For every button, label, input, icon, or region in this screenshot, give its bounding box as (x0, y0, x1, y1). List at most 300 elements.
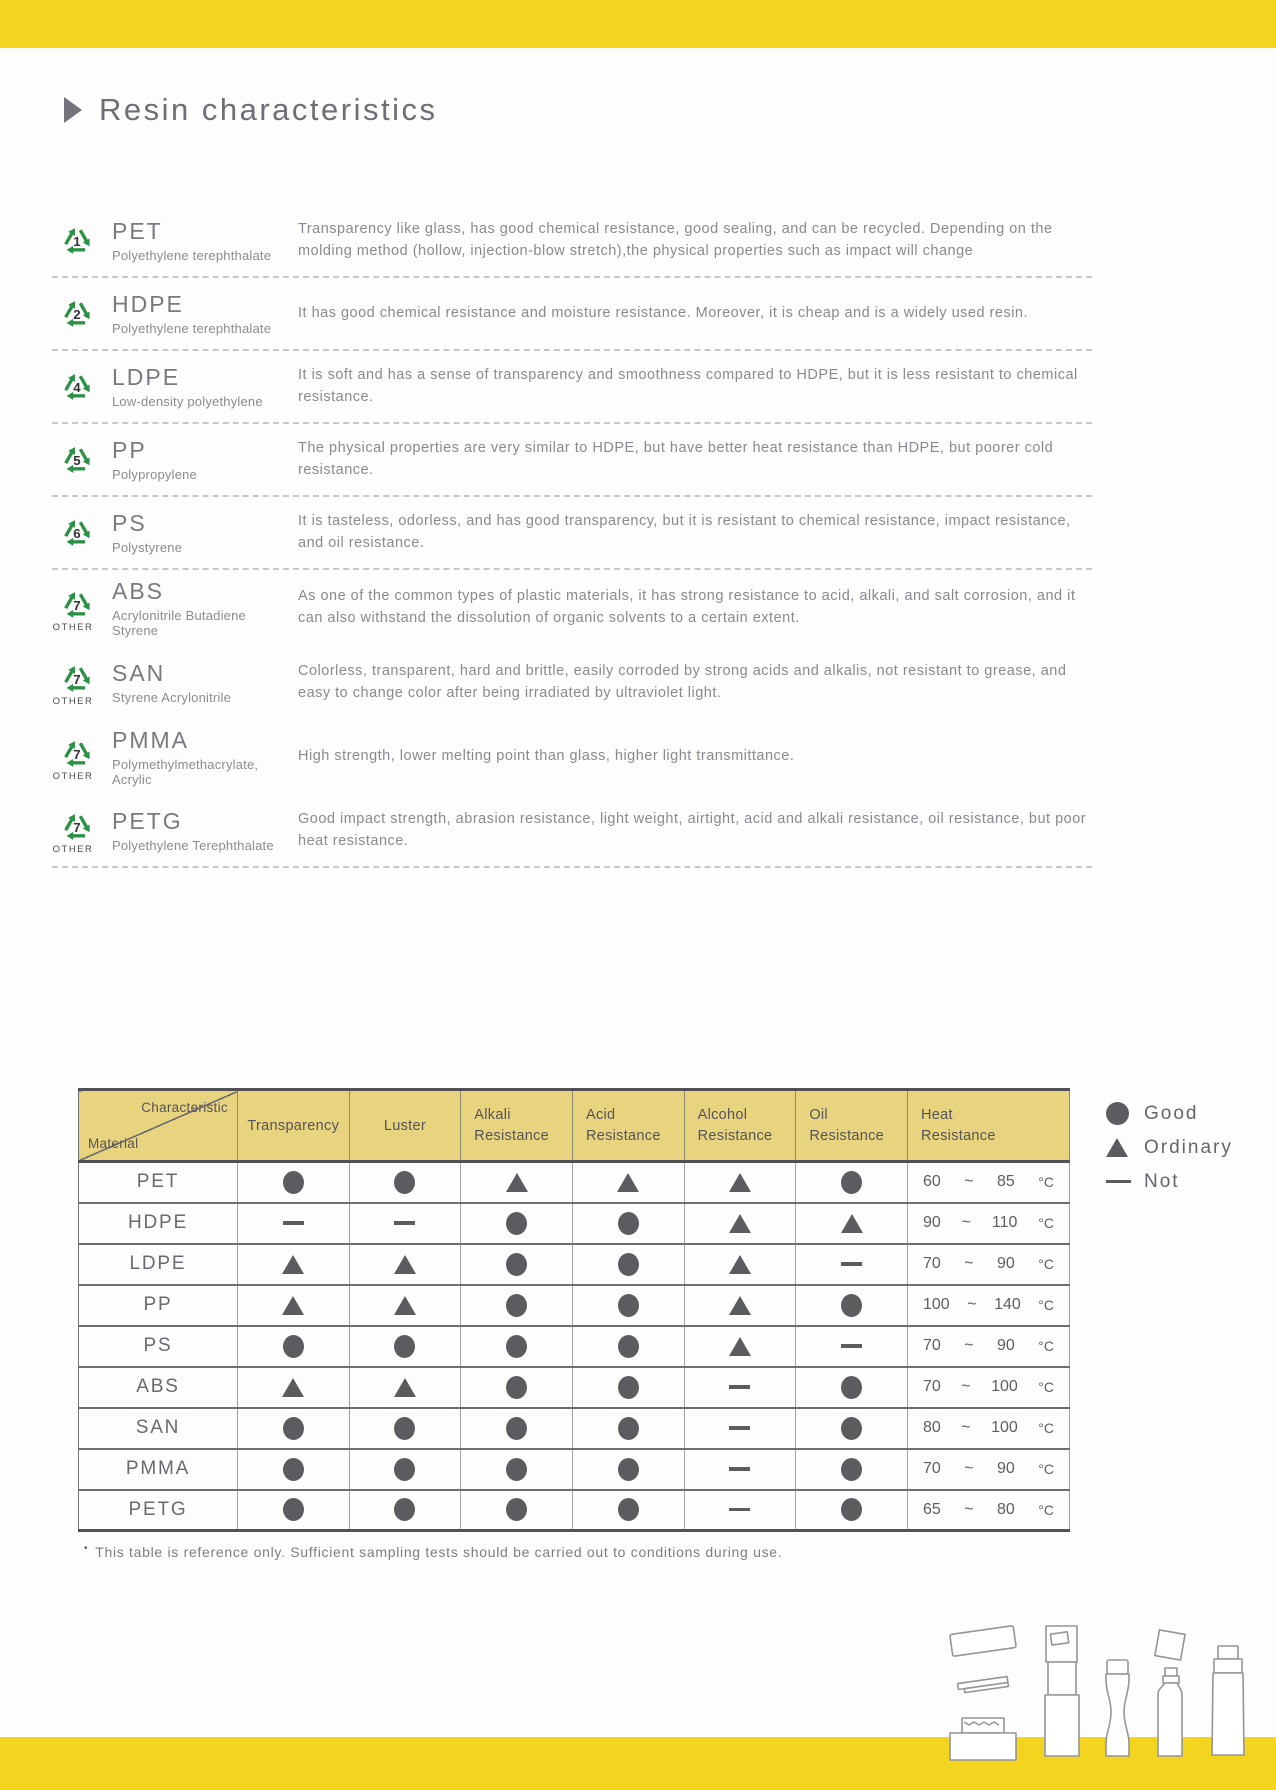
good-symbol-cell (796, 1490, 908, 1531)
good-symbol-cell (349, 1490, 461, 1531)
not-symbol-cell (796, 1244, 908, 1285)
resin-item-pet (52, 205, 1092, 278)
ordinary-symbol-cell (237, 1367, 349, 1408)
column-header-line2: Resistance (809, 1127, 885, 1144)
recycle-triangle-icon (58, 806, 96, 842)
heat-max: 90 (997, 1460, 1015, 1477)
recycle-triangle-icon (58, 733, 96, 769)
heat-max: 100 (991, 1378, 1018, 1395)
heat-tilde: ~ (964, 1337, 974, 1354)
ordinary-symbol (617, 1173, 639, 1192)
heat-tilde: ~ (964, 1173, 974, 1191)
column-header-line1: Acid (585, 1107, 616, 1124)
slim-bottle-illustration (1106, 1660, 1129, 1756)
heat-unit: °C (1038, 1297, 1054, 1313)
good-symbol-cell (796, 1285, 908, 1326)
good-symbol (618, 1335, 639, 1358)
table-corner-cell (79, 1090, 238, 1162)
ordinary-symbol (729, 1337, 751, 1356)
good-symbol-cell (237, 1490, 349, 1531)
recycle-triangle-icon (58, 293, 96, 329)
good-symbol-cell (237, 1408, 349, 1449)
resin-abbr: LDPE (112, 364, 181, 390)
good-symbol (841, 1498, 862, 1521)
good-symbol (618, 1294, 639, 1317)
resin-description: It is soft and has a sense of transparency and smoothness compared to HDPE, but it is less resistant to chemical resistance. (298, 366, 1078, 405)
resin-item-ldpe (52, 351, 1092, 424)
svg-text:7: 7 (73, 746, 81, 762)
good-symbol-cell (796, 1449, 908, 1490)
resin-fullname: Polystyrene (112, 540, 183, 555)
legend-item-good (1106, 1100, 1233, 1127)
resin-name-block (102, 660, 294, 705)
heat-max: 80 (997, 1500, 1015, 1518)
heat-range (908, 1501, 1069, 1519)
good-symbol (618, 1498, 639, 1521)
heat-min: 80 (922, 1419, 941, 1436)
heat-resistance-cell (907, 1244, 1069, 1285)
corner-label-material: Material (88, 1136, 139, 1151)
material-cell: ABS (79, 1367, 238, 1408)
resin-abbr: ABS (112, 578, 165, 604)
not-symbol (1106, 1180, 1131, 1184)
good-symbol (283, 1335, 304, 1358)
resin-abbr: PP (112, 437, 147, 463)
column-header-oil (796, 1090, 908, 1162)
good-symbol (506, 1335, 527, 1358)
heat-range (908, 1378, 1069, 1396)
good-symbol (506, 1417, 527, 1440)
good-symbol (394, 1458, 415, 1481)
heat-tilde: ~ (964, 1500, 974, 1518)
svg-text:6: 6 (73, 526, 81, 542)
recycle-triangle-icon (58, 584, 96, 620)
table-row-ps (79, 1326, 1070, 1367)
material-cell: PET (79, 1162, 238, 1203)
column-header-line2: Resistance (697, 1127, 773, 1144)
good-symbol-cell (461, 1408, 573, 1449)
material-cell: SAN (79, 1408, 238, 1449)
recycle-icon-cell (52, 293, 102, 334)
material-cell: PETG (79, 1490, 238, 1531)
heat-unit: °C (1038, 1501, 1054, 1518)
heat-tilde: ~ (961, 1214, 971, 1231)
good-symbol (618, 1458, 639, 1481)
resin-fullname: Acrylonitrile Butadiene Styrene (112, 608, 246, 638)
ordinary-symbol (729, 1255, 751, 1274)
good-symbol-cell (349, 1326, 461, 1367)
ordinary-symbol-cell (684, 1203, 796, 1244)
column-header-line1: Alkali (474, 1107, 511, 1124)
resin-description: Good impact strength, abrasion resistance, light weight, airtight, acid and alkali resistance, oil resistance, but poor heat resistance. (298, 810, 1087, 849)
resin-fullname: Polypropylene (112, 467, 197, 482)
good-symbol (506, 1294, 527, 1317)
resin-fullname: Styrene Acrylonitrile (112, 690, 232, 705)
good-symbol (394, 1335, 415, 1358)
heat-tilde: ~ (964, 1460, 974, 1477)
heat-tilde: ~ (961, 1378, 971, 1395)
pump-bottle-illustration (1045, 1626, 1079, 1756)
not-symbol (394, 1221, 415, 1225)
good-symbol (841, 1458, 862, 1481)
ordinary-symbol (729, 1173, 751, 1192)
recycle-icon-cell (52, 806, 102, 855)
recycle-icon-cell (52, 220, 102, 261)
ordinary-symbol-cell (461, 1162, 573, 1203)
not-symbol (729, 1467, 750, 1471)
heat-unit: °C (1038, 1174, 1054, 1191)
title-arrow-icon (64, 97, 82, 123)
resin-item-pp (52, 424, 1092, 497)
heat-min: 70 (922, 1337, 941, 1354)
resin-name-block (102, 808, 294, 853)
legend-symbol-cell (1106, 1138, 1144, 1157)
heat-min: 100 (922, 1296, 950, 1313)
heat-range (908, 1214, 1069, 1232)
heat-max: 110 (991, 1214, 1018, 1231)
heat-min: 60 (922, 1173, 941, 1191)
heat-resistance-cell (907, 1162, 1069, 1203)
good-symbol-cell (237, 1162, 349, 1203)
tall-bottle-illustration (1212, 1646, 1244, 1755)
good-symbol (618, 1253, 639, 1276)
resin-item-pmma (52, 719, 1092, 795)
good-symbol (394, 1171, 415, 1194)
not-symbol-cell (349, 1203, 461, 1244)
resin-item-san (52, 646, 1092, 719)
ordinary-symbol (841, 1214, 863, 1233)
resin-list (52, 205, 1092, 868)
heat-resistance-cell (907, 1285, 1069, 1326)
resin-description: As one of the common types of plastic materials, it has strong resistance to acid, alkali, and salt corrosion, and it can also withstand the dissolution of organic solvents to a certain extent. (298, 588, 1076, 626)
not-symbol-cell (684, 1367, 796, 1408)
legend-label: Ordinary (1144, 1136, 1233, 1158)
good-symbol-cell (572, 1285, 684, 1326)
heat-unit: °C (1038, 1379, 1054, 1395)
heat-unit: °C (1038, 1461, 1054, 1477)
table-row-pp (79, 1285, 1070, 1326)
heat-resistance-cell (907, 1490, 1069, 1531)
good-symbol-cell (572, 1326, 684, 1367)
heat-min: 70 (922, 1460, 941, 1477)
column-header-line1: Heat (920, 1107, 953, 1124)
resin-abbr: PS (112, 510, 147, 536)
recycle-icon-cell (52, 733, 102, 782)
good-symbol (283, 1458, 304, 1481)
column-header-alcohol (684, 1090, 796, 1162)
heat-min: 70 (922, 1255, 941, 1272)
good-symbol-cell (796, 1162, 908, 1203)
good-symbol (841, 1417, 862, 1440)
resin-description: The physical properties are very similar to HDPE, but have better heat resistance than HDPE, but poorer cold resistance. (298, 439, 1054, 478)
recycle-icon-cell (52, 439, 102, 480)
heat-resistance-cell (907, 1367, 1069, 1408)
table-row-petg (79, 1490, 1070, 1531)
good-symbol-cell (461, 1326, 573, 1367)
table-row-pmma (79, 1449, 1070, 1490)
heat-resistance-cell (907, 1408, 1069, 1449)
good-symbol-cell (572, 1490, 684, 1531)
svg-text:5: 5 (73, 453, 81, 469)
column-header-line1: Luster (383, 1117, 427, 1134)
resin-name-block (102, 437, 294, 482)
not-symbol-cell (796, 1326, 908, 1367)
good-symbol (618, 1417, 639, 1440)
heat-range (908, 1296, 1069, 1314)
material-cell: PP (79, 1285, 238, 1326)
heat-max: 85 (997, 1173, 1015, 1191)
ordinary-symbol-cell (349, 1367, 461, 1408)
ordinary-symbol (394, 1378, 416, 1397)
recycle-triangle-icon (58, 220, 96, 256)
not-symbol (729, 1426, 750, 1430)
resin-item-abs (52, 570, 1092, 646)
ordinary-symbol (1106, 1138, 1128, 1157)
legend-label: Not (1144, 1170, 1180, 1192)
table-row-pet (79, 1162, 1070, 1203)
good-symbol-cell (237, 1326, 349, 1367)
column-header-line2: Resistance (474, 1127, 550, 1144)
heat-tilde: ~ (961, 1419, 971, 1436)
good-symbol-cell (796, 1367, 908, 1408)
resin-name-block (102, 291, 294, 336)
ordinary-symbol (729, 1214, 751, 1233)
heat-max: 100 (991, 1419, 1018, 1436)
not-symbol (283, 1221, 304, 1225)
heat-min: 65 (922, 1500, 941, 1518)
table-row-ldpe (79, 1244, 1070, 1285)
table-row-abs (79, 1367, 1070, 1408)
column-header-line1: Transparency (247, 1117, 340, 1134)
good-symbol (506, 1253, 527, 1276)
other-label: OTHER (52, 844, 94, 855)
material-cell: LDPE (79, 1244, 238, 1285)
ordinary-symbol (282, 1296, 304, 1315)
good-symbol-cell (349, 1449, 461, 1490)
heat-range (908, 1255, 1069, 1273)
resin-name-block (102, 364, 294, 409)
column-header-line1: Alcohol (697, 1107, 748, 1124)
good-symbol (283, 1171, 304, 1194)
other-label: OTHER (52, 696, 94, 707)
resin-item-petg (52, 795, 1092, 868)
good-symbol (618, 1376, 639, 1399)
resin-fullname: Low-density polyethylene (112, 394, 263, 409)
page-title-row (64, 92, 437, 128)
good-symbol-cell (349, 1162, 461, 1203)
column-header-heat (907, 1090, 1069, 1162)
resin-item-hdpe (52, 278, 1092, 351)
material-cell: HDPE (79, 1203, 238, 1244)
heat-max: 90 (997, 1255, 1015, 1272)
good-symbol-cell (572, 1449, 684, 1490)
footnote-marker: • (84, 1543, 89, 1554)
good-symbol-cell (461, 1203, 573, 1244)
recycle-triangle-icon (58, 439, 96, 475)
characteristics-table (78, 1088, 1070, 1532)
ordinary-symbol-cell (237, 1244, 349, 1285)
top-accent-bar (0, 0, 1276, 48)
svg-text:4: 4 (73, 380, 81, 396)
other-label: OTHER (52, 770, 94, 782)
good-symbol-cell (572, 1367, 684, 1408)
heat-min: 70 (922, 1378, 941, 1395)
resin-fullname: Polyethylene terephthalate (112, 321, 272, 336)
resin-name-block (102, 218, 294, 263)
resin-name-block (102, 578, 294, 638)
not-symbol-cell (684, 1408, 796, 1449)
not-symbol (841, 1262, 862, 1266)
jar-illustration (950, 1626, 1016, 1760)
heat-resistance-cell (907, 1203, 1069, 1244)
ordinary-symbol-cell (684, 1326, 796, 1367)
recycle-icon-cell (52, 512, 102, 553)
resin-fullname: Polyethylene Terephthalate (112, 838, 274, 853)
ordinary-symbol (282, 1255, 304, 1274)
column-header-alkali (461, 1090, 573, 1162)
legend-symbol-cell (1106, 1102, 1144, 1125)
resin-abbr: HDPE (112, 291, 184, 317)
good-symbol (506, 1376, 527, 1399)
resin-item-ps (52, 497, 1092, 570)
heat-unit: °C (1038, 1420, 1054, 1436)
ordinary-symbol-cell (349, 1285, 461, 1326)
good-symbol-cell (796, 1408, 908, 1449)
ordinary-symbol (506, 1173, 528, 1192)
resin-fullname: Polymethylmethacrylate, Acrylic (112, 757, 259, 787)
good-symbol-cell (572, 1244, 684, 1285)
resin-description: Transparency like glass, has good chemical resistance, good sealing, and can be recycled. Depending on the molding method (hollow, injection-blow stretch),the physical properties such as impact will change (298, 220, 1053, 259)
other-label: OTHER (52, 621, 94, 633)
good-symbol-cell (349, 1408, 461, 1449)
recycle-triangle-icon (58, 366, 96, 402)
good-symbol (618, 1212, 639, 1235)
good-symbol (394, 1498, 415, 1521)
resin-abbr: PMMA (112, 727, 189, 753)
ordinary-symbol (394, 1296, 416, 1315)
ordinary-symbol (729, 1296, 751, 1315)
good-symbol (841, 1171, 862, 1194)
good-symbol-cell (461, 1490, 573, 1531)
heat-range (908, 1173, 1069, 1191)
recycle-icon-cell (52, 584, 102, 633)
heat-tilde: ~ (964, 1255, 974, 1272)
svg-text:7: 7 (73, 597, 81, 613)
column-header-line2: Resistance (920, 1127, 996, 1144)
resin-description: Colorless, transparent, hard and brittle, easily corroded by strong acids and alkalis, not resistant to grease, and easy to change color after being irradiated by ultraviolet light. (298, 662, 1067, 701)
not-symbol (729, 1385, 750, 1389)
table-header-row (79, 1090, 1070, 1162)
resin-description: It has good chemical resistance and moisture resistance. Moreover, it is cheap and is a widely used resin. (298, 304, 1029, 321)
ordinary-symbol-cell (684, 1244, 796, 1285)
legend-symbol-cell (1106, 1180, 1144, 1184)
heat-unit: °C (1038, 1256, 1054, 1272)
svg-text:7: 7 (73, 820, 81, 836)
good-symbol-cell (461, 1449, 573, 1490)
ordinary-symbol-cell (237, 1285, 349, 1326)
footnote-text: This table is reference only. Sufficient sampling tests should be carried out to conditions during use. (95, 1544, 783, 1560)
resin-abbr: SAN (112, 660, 166, 686)
heat-unit: °C (1038, 1338, 1054, 1354)
good-symbol (841, 1294, 862, 1317)
legend-item-not (1106, 1168, 1233, 1195)
legend (1106, 1100, 1233, 1195)
good-symbol (283, 1498, 304, 1521)
resin-fullname: Polyethylene terephthalate (112, 248, 272, 263)
good-symbol (283, 1417, 304, 1440)
ordinary-symbol (394, 1255, 416, 1274)
resin-abbr: PET (112, 218, 163, 244)
table-row-san (79, 1408, 1070, 1449)
ordinary-symbol-cell (572, 1162, 684, 1203)
column-header-luster (349, 1090, 461, 1162)
cosmetic-bottles-illustration (820, 1588, 1276, 1790)
column-header-line1: Oil (809, 1107, 828, 1124)
not-symbol-cell (684, 1449, 796, 1490)
good-symbol (506, 1498, 527, 1521)
table-row-hdpe (79, 1203, 1070, 1244)
spray-bottle-illustration (1155, 1630, 1185, 1756)
heat-resistance-cell (907, 1326, 1069, 1367)
legend-item-ordinary (1106, 1134, 1233, 1161)
heat-max: 140 (994, 1296, 1021, 1313)
good-symbol (841, 1376, 862, 1399)
recycle-icon-cell (52, 658, 102, 707)
column-header-transparency (237, 1090, 349, 1162)
legend-label: Good (1144, 1102, 1199, 1124)
heat-range (908, 1460, 1069, 1478)
material-cell: PMMA (79, 1449, 238, 1490)
good-symbol (394, 1417, 415, 1440)
svg-text:7: 7 (73, 672, 81, 688)
recycle-icon-cell (52, 366, 102, 407)
svg-text:2: 2 (73, 307, 81, 323)
resin-abbr: PETG (112, 808, 183, 834)
heat-range (908, 1419, 1069, 1437)
good-symbol-cell (572, 1203, 684, 1244)
good-symbol (506, 1458, 527, 1481)
material-cell: PS (79, 1326, 238, 1367)
good-symbol-cell (461, 1244, 573, 1285)
heat-tilde: ~ (967, 1296, 977, 1313)
ordinary-symbol (282, 1378, 304, 1397)
column-header-acid (572, 1090, 684, 1162)
ordinary-symbol-cell (349, 1244, 461, 1285)
good-symbol-cell (461, 1367, 573, 1408)
good-symbol (506, 1212, 527, 1235)
ordinary-symbol-cell (796, 1203, 908, 1244)
recycle-triangle-icon (58, 658, 96, 694)
not-symbol (729, 1508, 750, 1512)
good-symbol-cell (461, 1285, 573, 1326)
heat-unit: °C (1038, 1215, 1054, 1231)
heat-resistance-cell (907, 1449, 1069, 1490)
heat-max: 90 (997, 1337, 1015, 1354)
footnote (84, 1543, 782, 1560)
ordinary-symbol-cell (684, 1162, 796, 1203)
good-symbol-cell (572, 1408, 684, 1449)
recycle-triangle-icon (58, 512, 96, 548)
good-symbol-cell (237, 1449, 349, 1490)
not-symbol-cell (684, 1490, 796, 1531)
corner-label-characteristic: Characteristic (141, 1100, 228, 1115)
not-symbol-cell (237, 1203, 349, 1244)
resin-description: It is tasteless, odorless, and has good transparency, but it is resistant to chemical resistance, impact resistance, and oil resistance. (298, 512, 1071, 551)
resin-name-block (102, 727, 294, 787)
page-title: Resin characteristics (99, 92, 438, 127)
not-symbol (841, 1344, 862, 1348)
good-symbol (1106, 1102, 1129, 1125)
